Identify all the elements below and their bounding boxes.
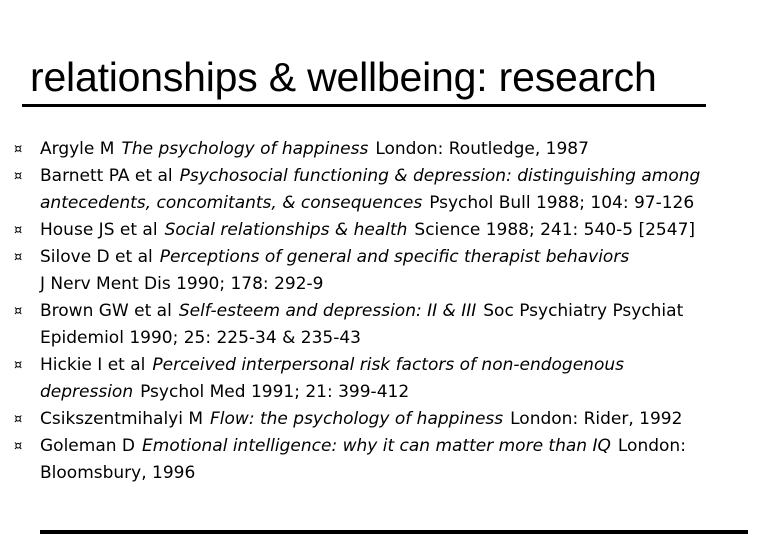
reference-author: Epidemiol 1990; 25: 225-34 & 235-43 bbox=[40, 328, 361, 348]
bullet-icon: ¤ bbox=[14, 412, 23, 427]
reference-author: Brown GW et al bbox=[40, 301, 172, 321]
reference-author: House JS et al bbox=[40, 220, 158, 240]
title-underline bbox=[22, 104, 706, 107]
reference-title: The psychology of happiness bbox=[121, 139, 369, 159]
reference-item bbox=[0, 217, 740, 244]
reference-title: depression bbox=[40, 382, 134, 402]
reference-item bbox=[0, 136, 740, 163]
reference-title: Flow: the psychology of happiness bbox=[210, 409, 504, 429]
reference-title: Emotional intelligence: why it can matter more than IQ bbox=[142, 436, 611, 456]
bullet-icon: ¤ bbox=[14, 169, 23, 184]
reference-item bbox=[0, 298, 740, 325]
reference-item bbox=[0, 433, 740, 460]
reference-source: London: Routledge, 1987 bbox=[375, 139, 589, 159]
reference-author: Argyle M bbox=[40, 139, 115, 159]
bullet-icon: ¤ bbox=[14, 304, 23, 319]
bullet-icon: ¤ bbox=[14, 358, 23, 373]
bullet-icon: ¤ bbox=[14, 223, 23, 238]
reference-author: Bloomsbury, 1996 bbox=[40, 463, 196, 483]
reference-item-continuation bbox=[0, 325, 740, 352]
reference-source: London: bbox=[617, 436, 686, 456]
reference-item bbox=[0, 406, 740, 433]
reference-author: Hickie I et al bbox=[40, 355, 146, 375]
reference-title: antecedents, concomitants, & consequences bbox=[40, 193, 423, 213]
reference-list bbox=[0, 136, 780, 487]
reference-source: Soc Psychiatry Psychiat bbox=[483, 301, 684, 321]
reference-author: Silove D et al bbox=[40, 247, 153, 267]
reference-author: Barnett PA et al bbox=[40, 166, 173, 186]
reference-title: Perceptions of general and specific therapist behaviors bbox=[159, 247, 630, 267]
reference-author: J Nerv Ment Dis 1990; 178: 292-9 bbox=[40, 274, 324, 294]
reference-source: Psychol Med 1991; 21: 399-412 bbox=[140, 382, 410, 402]
reference-source: Psychol Bull 1988; 104: 97-126 bbox=[429, 193, 695, 213]
reference-title: Psychosocial functioning & depression: distinguishing among bbox=[179, 166, 701, 186]
reference-title: Social relationships & health bbox=[164, 220, 408, 240]
reference-item bbox=[0, 163, 740, 190]
reference-source: Science 1988; 241: 540-5 [2547] bbox=[414, 220, 696, 240]
bullet-icon: ¤ bbox=[14, 439, 23, 454]
reference-item bbox=[0, 244, 740, 271]
reference-title: Perceived interpersonal risk factors of non-endogenous bbox=[152, 355, 624, 375]
bullet-icon: ¤ bbox=[14, 142, 23, 157]
footer-rule bbox=[40, 530, 748, 534]
reference-item bbox=[0, 352, 740, 379]
slide-title: relationships & wellbeing: research bbox=[30, 54, 657, 100]
bullet-icon: ¤ bbox=[14, 250, 23, 265]
reference-source: London: Rider, 1992 bbox=[510, 409, 683, 429]
reference-title: Self-esteem and depression: II & III bbox=[178, 301, 477, 321]
reference-author: Csikszentmihalyi M bbox=[40, 409, 204, 429]
reference-item-continuation bbox=[0, 460, 740, 487]
reference-author: Goleman D bbox=[40, 436, 136, 456]
reference-item-continuation bbox=[0, 271, 740, 298]
reference-item-continuation bbox=[0, 190, 740, 217]
reference-item-continuation bbox=[0, 379, 740, 406]
